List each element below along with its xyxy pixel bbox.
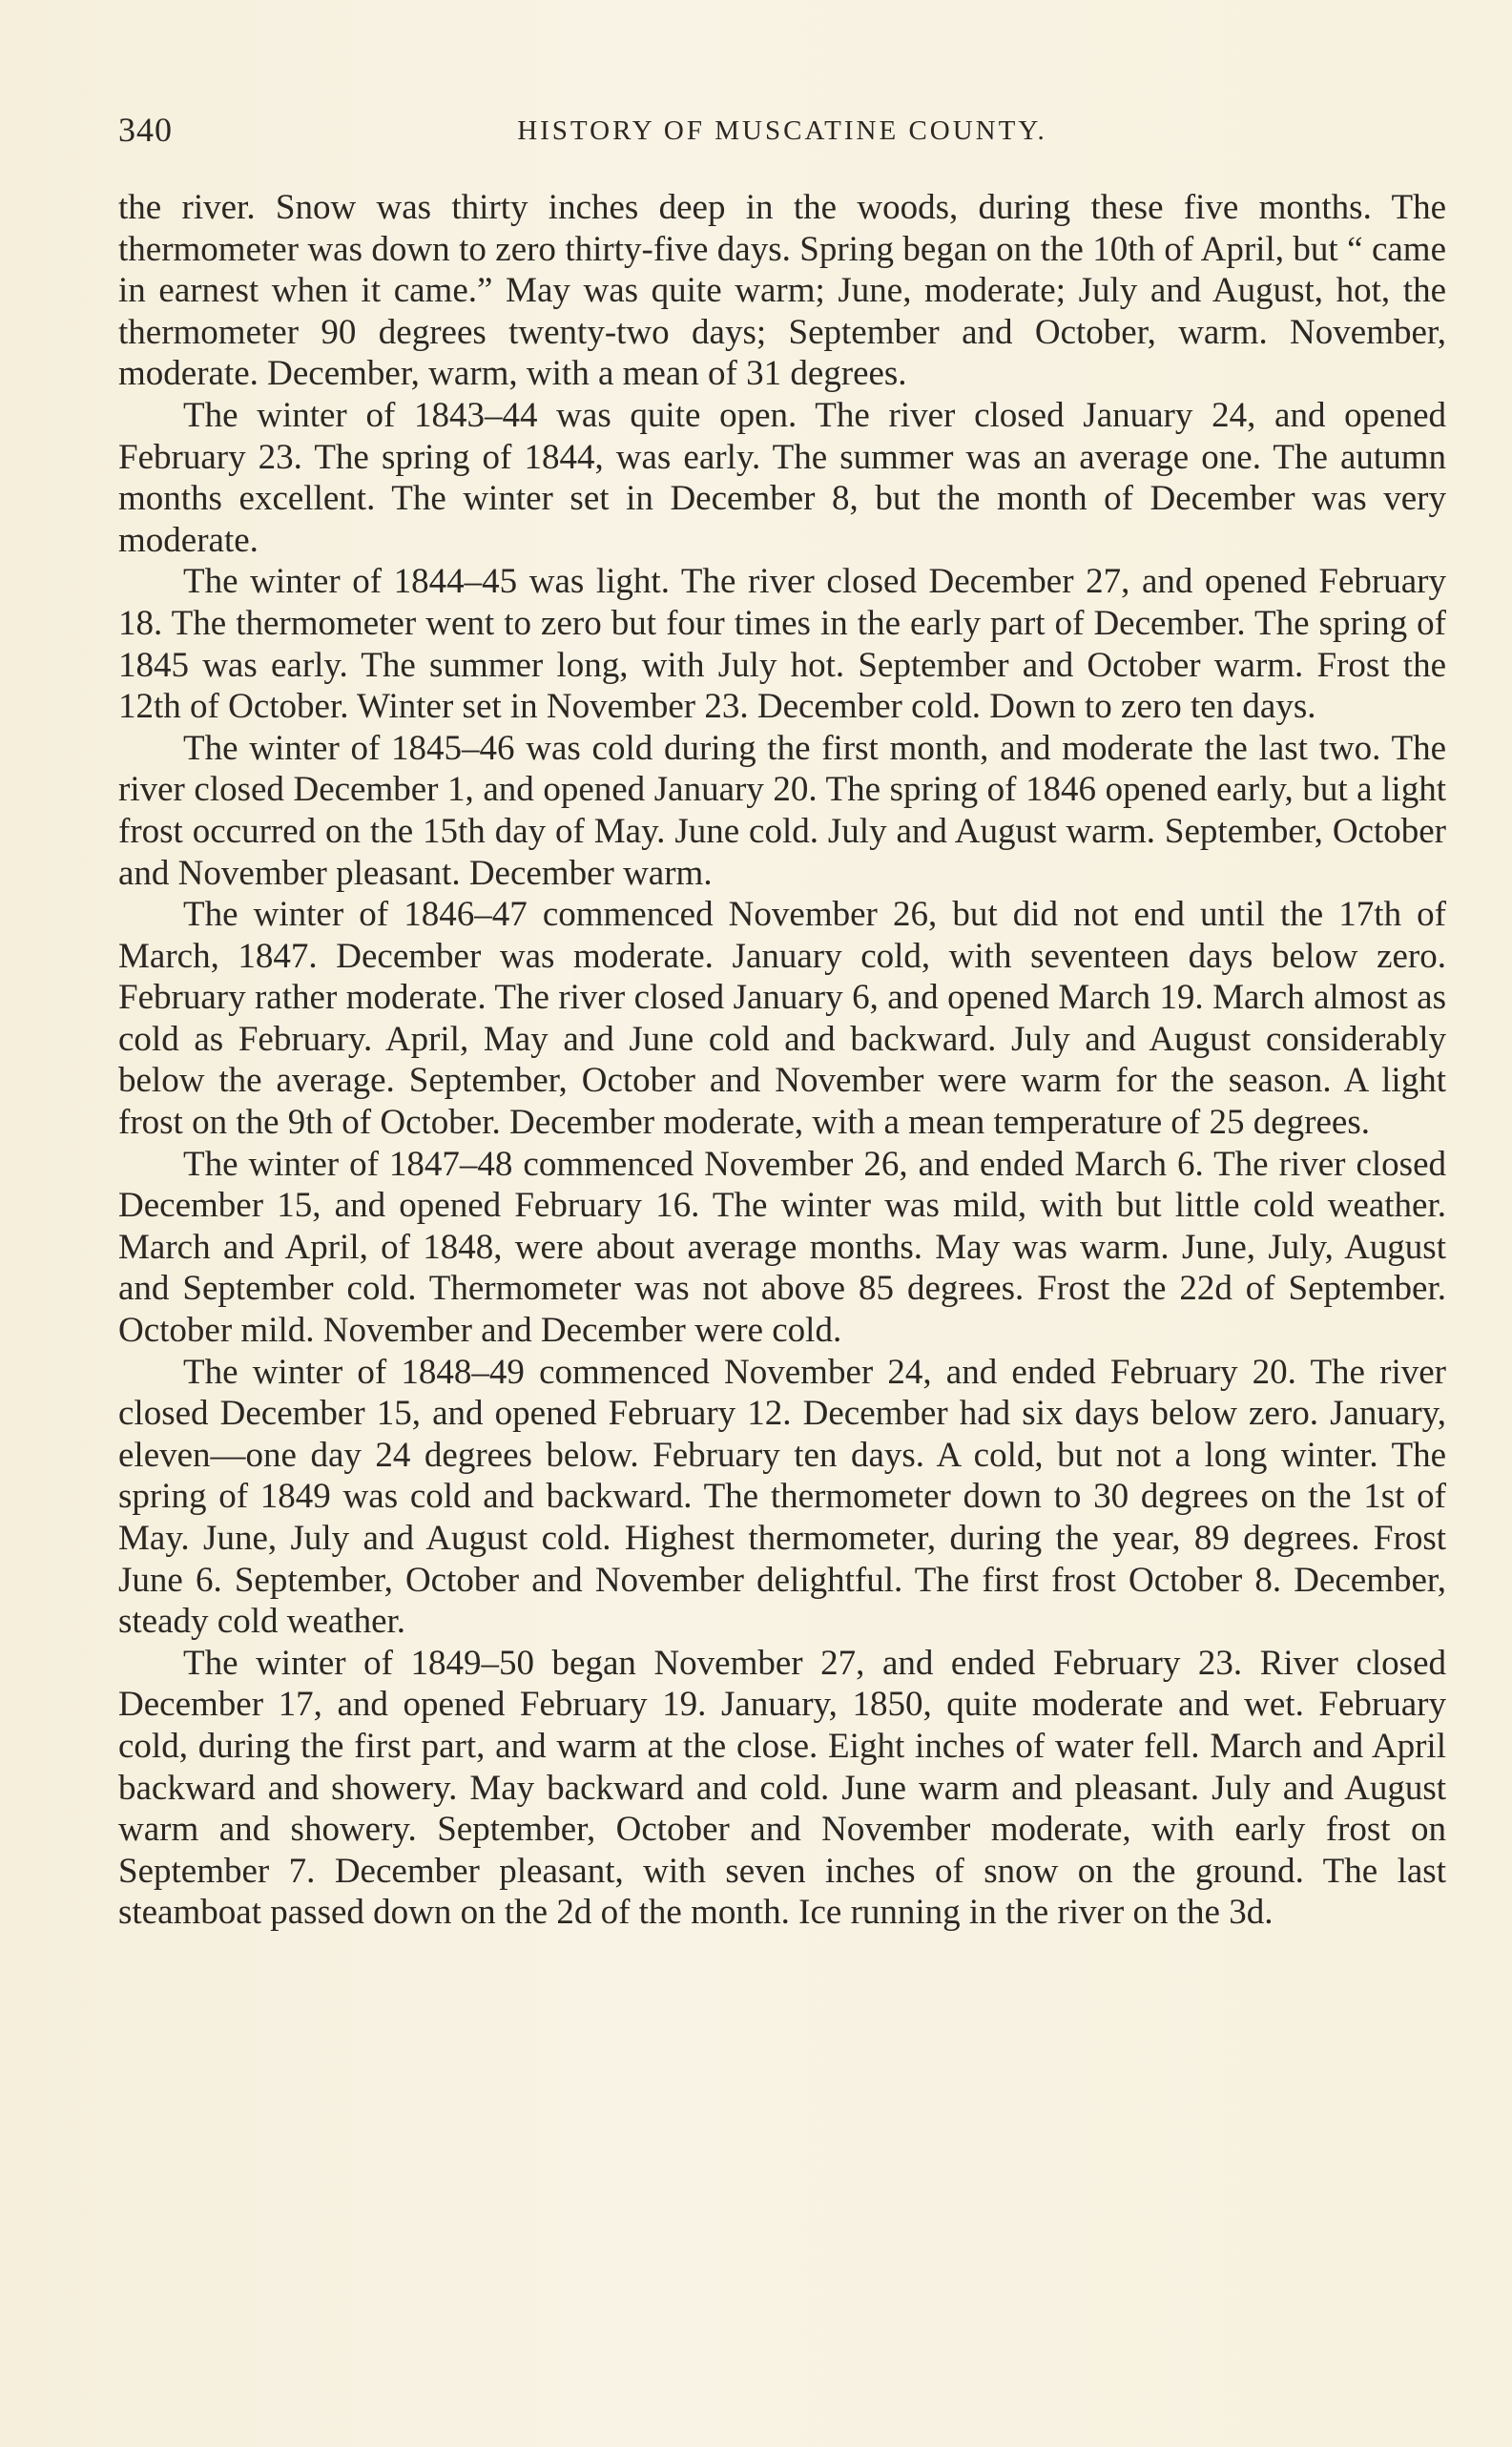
paragraph-winter-1844-45: The winter of 1844–45 was light. The river closed December 27, and opened February 18. The thermometer went to zero but four times in the early part of December. The spring of 1845 was early. The summer long, with July hot. September and October warm. Frost the 12th of October. Winter set in November 23. December cold. Down to zero ten days. bbox=[118, 562, 1446, 727]
paragraph-winter-1846-47: The winter of 1846–47 commenced November 26, but did not end until the 17th of March, 1847. December was moderate. January cold, with seventeen days below zero. February rather moderate. The river closed January 6, and opened March 19. March almost as cold as February. April, May and June cold and backward. July and August considerably below the average. September, October and November were warm for the season. A light frost on the 9th of October. December moderate, with a mean temperature of 25 degrees. bbox=[118, 895, 1446, 1143]
page-number: 340 bbox=[118, 111, 173, 149]
body-text bbox=[118, 187, 1446, 1934]
paragraph-winter-1849-50: The winter of 1849–50 began November 27, and ended February 23. River closed December 17, and opened February 19. January, 1850, quite moderate and wet. February cold, during the first part, and warm at the close. Eight inches of water fell. March and April backward and showery. May backward and cold. June warm and pleasant. July and August warm and showery. September, October and November moderate, with early frost on September 7. December pleasant, with seven inches of snow on the ground. The last steamboat passed down on the 2d of the month. Ice running in the river on the 3d. bbox=[118, 1643, 1446, 1933]
paragraph-winter-1843-44: The winter of 1843–44 was quite open. The river closed January 24, and opened February 23. The spring of 1844, was early. The summer was an average one. The autumn months excellent. The winter set in December 8, but the month of December was very moderate. bbox=[118, 395, 1446, 560]
paragraph-continuation: the river. Snow was thirty inches deep in the woods, during these five months. The thermometer was down to zero thirty-five days. Spring began on the 10th of April, but “ came in earnest when it came.” May was quite warm; June, moderate; July and August, hot, the thermometer 90 degrees twenty-two days; September and October, warm. November, moderate. December, warm, with a mean of 31 degrees. bbox=[118, 188, 1446, 394]
paragraph-winter-1848-49: The winter of 1848–49 commenced November 24, and ended February 20. The river closed December 15, and opened February 12. December had six days below zero. January, eleven—one day 24 degrees below. February ten days. A cold, but not a long winter. The spring of 1849 was cold and backward. The thermometer down to 30 degrees on the 1st of May. June, July and August cold. Highest thermometer, during the year, 89 degrees. Frost June 6. September, October and November delightful. The first frost October 8. December, steady cold weather. bbox=[118, 1352, 1446, 1642]
running-title: HISTORY OF MUSCATINE COUNTY. bbox=[517, 115, 1047, 146]
paragraph-winter-1845-46: The winter of 1845–46 was cold during the first month, and moderate the last two. The river closed December 1, and opened January 20. The spring of 1846 opened early, but a light frost occurred on the 15th day of May. June cold. July and August warm. September, October and November pleasant. December warm. bbox=[118, 728, 1446, 893]
paragraph-winter-1847-48: The winter of 1847–48 commenced November 26, and ended March 6. The river closed December 15, and opened February 16. The winter was mild, with but little cold weather. March and April, of 1848, were about average months. May was warm. June, July, August and September cold. Thermometer was not above 85 degrees. Frost the 22d of September. October mild. November and December were cold. bbox=[118, 1144, 1446, 1351]
running-head bbox=[118, 110, 1446, 157]
